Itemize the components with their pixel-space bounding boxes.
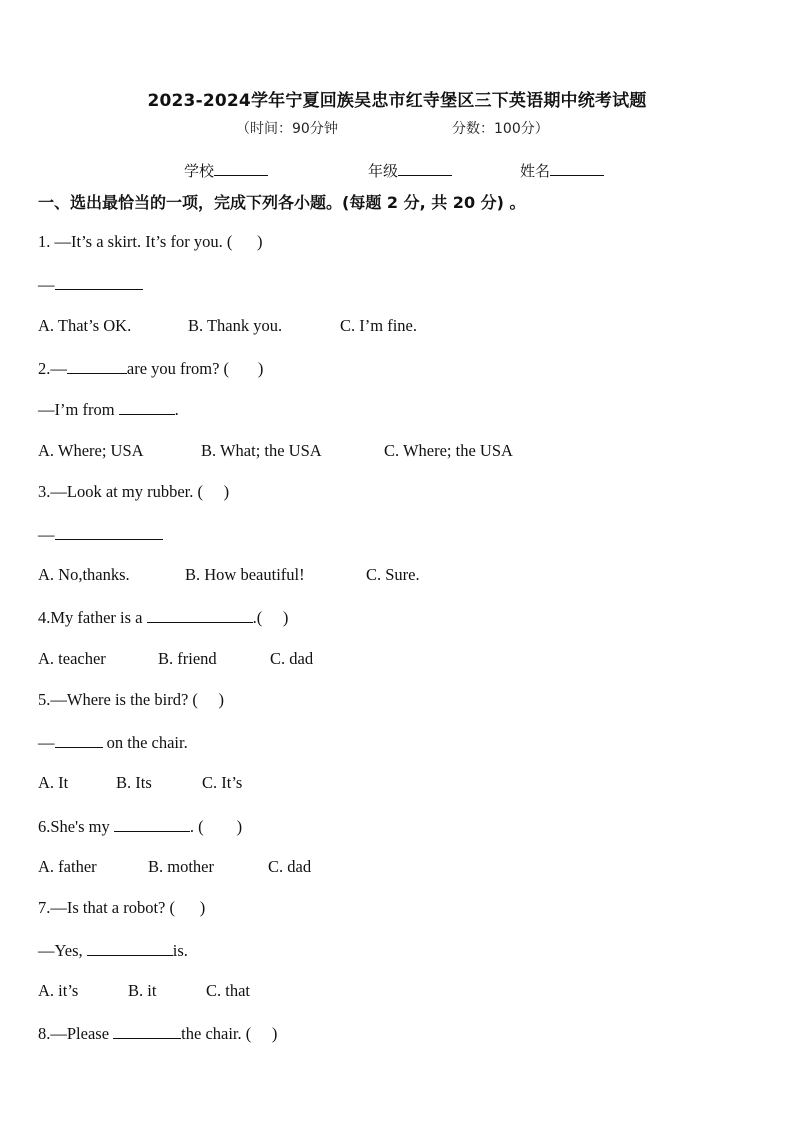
answer-blank[interactable] bbox=[87, 940, 173, 956]
option-b[interactable]: B. Its bbox=[116, 773, 152, 792]
option-c[interactable]: C. Sure. bbox=[366, 565, 420, 584]
option-b[interactable]: B. What; the USA bbox=[201, 441, 322, 460]
question-8-stem bbox=[38, 1023, 277, 1044]
question-2-options bbox=[38, 441, 513, 461]
stem-prefix: 8.—Please bbox=[38, 1024, 114, 1043]
option-c[interactable]: C. It’s bbox=[202, 773, 243, 792]
page-title: 2023-2024学年宁夏回族吴忠市红寺堡区三下英语期中统考试题 bbox=[147, 91, 647, 111]
option-a[interactable]: A. No,thanks. bbox=[38, 565, 130, 584]
exam-score: 分数：100分） bbox=[452, 121, 549, 137]
grade-label: 年级 bbox=[368, 162, 399, 180]
question-7-options bbox=[38, 981, 250, 1001]
answer-blank[interactable] bbox=[147, 607, 253, 623]
stem-suffix: the chair. ( ) bbox=[181, 1024, 278, 1043]
option-a[interactable]: A. father bbox=[38, 857, 97, 876]
option-b[interactable]: B. Thank you. bbox=[188, 316, 283, 335]
name-field bbox=[520, 160, 604, 181]
option-c[interactable]: C. I’m fine. bbox=[340, 316, 417, 335]
question-4-stem bbox=[38, 607, 288, 628]
school-field bbox=[184, 160, 268, 181]
question-5-reply bbox=[38, 732, 188, 753]
reply-prefix: — bbox=[38, 275, 55, 294]
option-c[interactable]: C. that bbox=[206, 981, 250, 1000]
reply-prefix: — bbox=[38, 525, 55, 544]
question-2-reply bbox=[38, 399, 179, 420]
stem-suffix: .( ) bbox=[252, 608, 289, 627]
answer-blank[interactable] bbox=[67, 358, 127, 374]
option-c[interactable]: C. Where; the USA bbox=[384, 441, 513, 460]
reply-prefix: —I’m from bbox=[38, 400, 119, 419]
question-3-options bbox=[38, 565, 420, 585]
question-3-reply bbox=[38, 524, 163, 545]
stem-prefix: 6.She's my bbox=[38, 817, 114, 836]
question-1-options bbox=[38, 316, 417, 336]
question-1-reply bbox=[38, 274, 143, 295]
question-5-options bbox=[38, 773, 242, 793]
option-a[interactable]: A. It bbox=[38, 773, 69, 792]
school-label: 学校 bbox=[184, 162, 215, 180]
answer-blank[interactable] bbox=[114, 816, 190, 832]
stem-prefix: 4.My father is a bbox=[38, 608, 147, 627]
option-a[interactable]: A. Where; USA bbox=[38, 441, 144, 460]
option-b[interactable]: B. it bbox=[128, 981, 157, 1000]
answer-blank[interactable] bbox=[55, 524, 163, 540]
section-heading: 一、选出最恰当的一项，完成下列各小题。(每题 2 分, 共 20 分) 。 bbox=[38, 193, 526, 212]
reply-prefix: —Yes, bbox=[38, 941, 87, 960]
answer-blank[interactable] bbox=[55, 732, 103, 748]
school-blank[interactable] bbox=[214, 161, 268, 176]
reply-suffix: . bbox=[174, 400, 179, 419]
question-1-stem: 1. —It’s a skirt. It’s for you. ( ) bbox=[38, 232, 263, 251]
exam-time: （时间：90分钟 bbox=[236, 121, 338, 137]
question-3-stem: 3.—Look at my rubber. ( ) bbox=[38, 482, 230, 501]
question-7-reply bbox=[38, 940, 188, 961]
stem-prefix: 2.— bbox=[38, 359, 67, 378]
question-2-stem bbox=[38, 358, 263, 379]
reply-prefix: — bbox=[38, 733, 55, 752]
reply-suffix: on the chair. bbox=[102, 733, 188, 752]
name-label: 姓名 bbox=[520, 162, 551, 180]
question-6-stem bbox=[38, 816, 242, 837]
question-4-options bbox=[38, 649, 313, 669]
answer-blank[interactable] bbox=[55, 274, 143, 290]
stem-suffix: are you from? ( ) bbox=[126, 359, 264, 378]
option-b[interactable]: B. mother bbox=[148, 857, 214, 876]
option-c[interactable]: C. dad bbox=[268, 857, 312, 876]
option-b[interactable]: B. friend bbox=[158, 649, 217, 668]
answer-blank[interactable] bbox=[119, 399, 175, 415]
question-5-stem: 5.—Where is the bird? ( ) bbox=[38, 690, 225, 709]
question-7-stem: 7.—Is that a robot? ( ) bbox=[38, 898, 206, 917]
option-a[interactable]: A. it’s bbox=[38, 981, 79, 1000]
option-c[interactable]: C. dad bbox=[270, 649, 314, 668]
grade-blank[interactable] bbox=[398, 161, 452, 176]
grade-field bbox=[368, 160, 452, 181]
name-blank[interactable] bbox=[550, 161, 604, 176]
option-b[interactable]: B. How beautiful! bbox=[185, 565, 305, 584]
answer-blank[interactable] bbox=[113, 1023, 181, 1039]
option-a[interactable]: A. That’s OK. bbox=[38, 316, 132, 335]
question-6-options bbox=[38, 857, 311, 877]
option-a[interactable]: A. teacher bbox=[38, 649, 106, 668]
reply-suffix: is. bbox=[172, 941, 188, 960]
stem-suffix: . ( ) bbox=[189, 817, 243, 836]
